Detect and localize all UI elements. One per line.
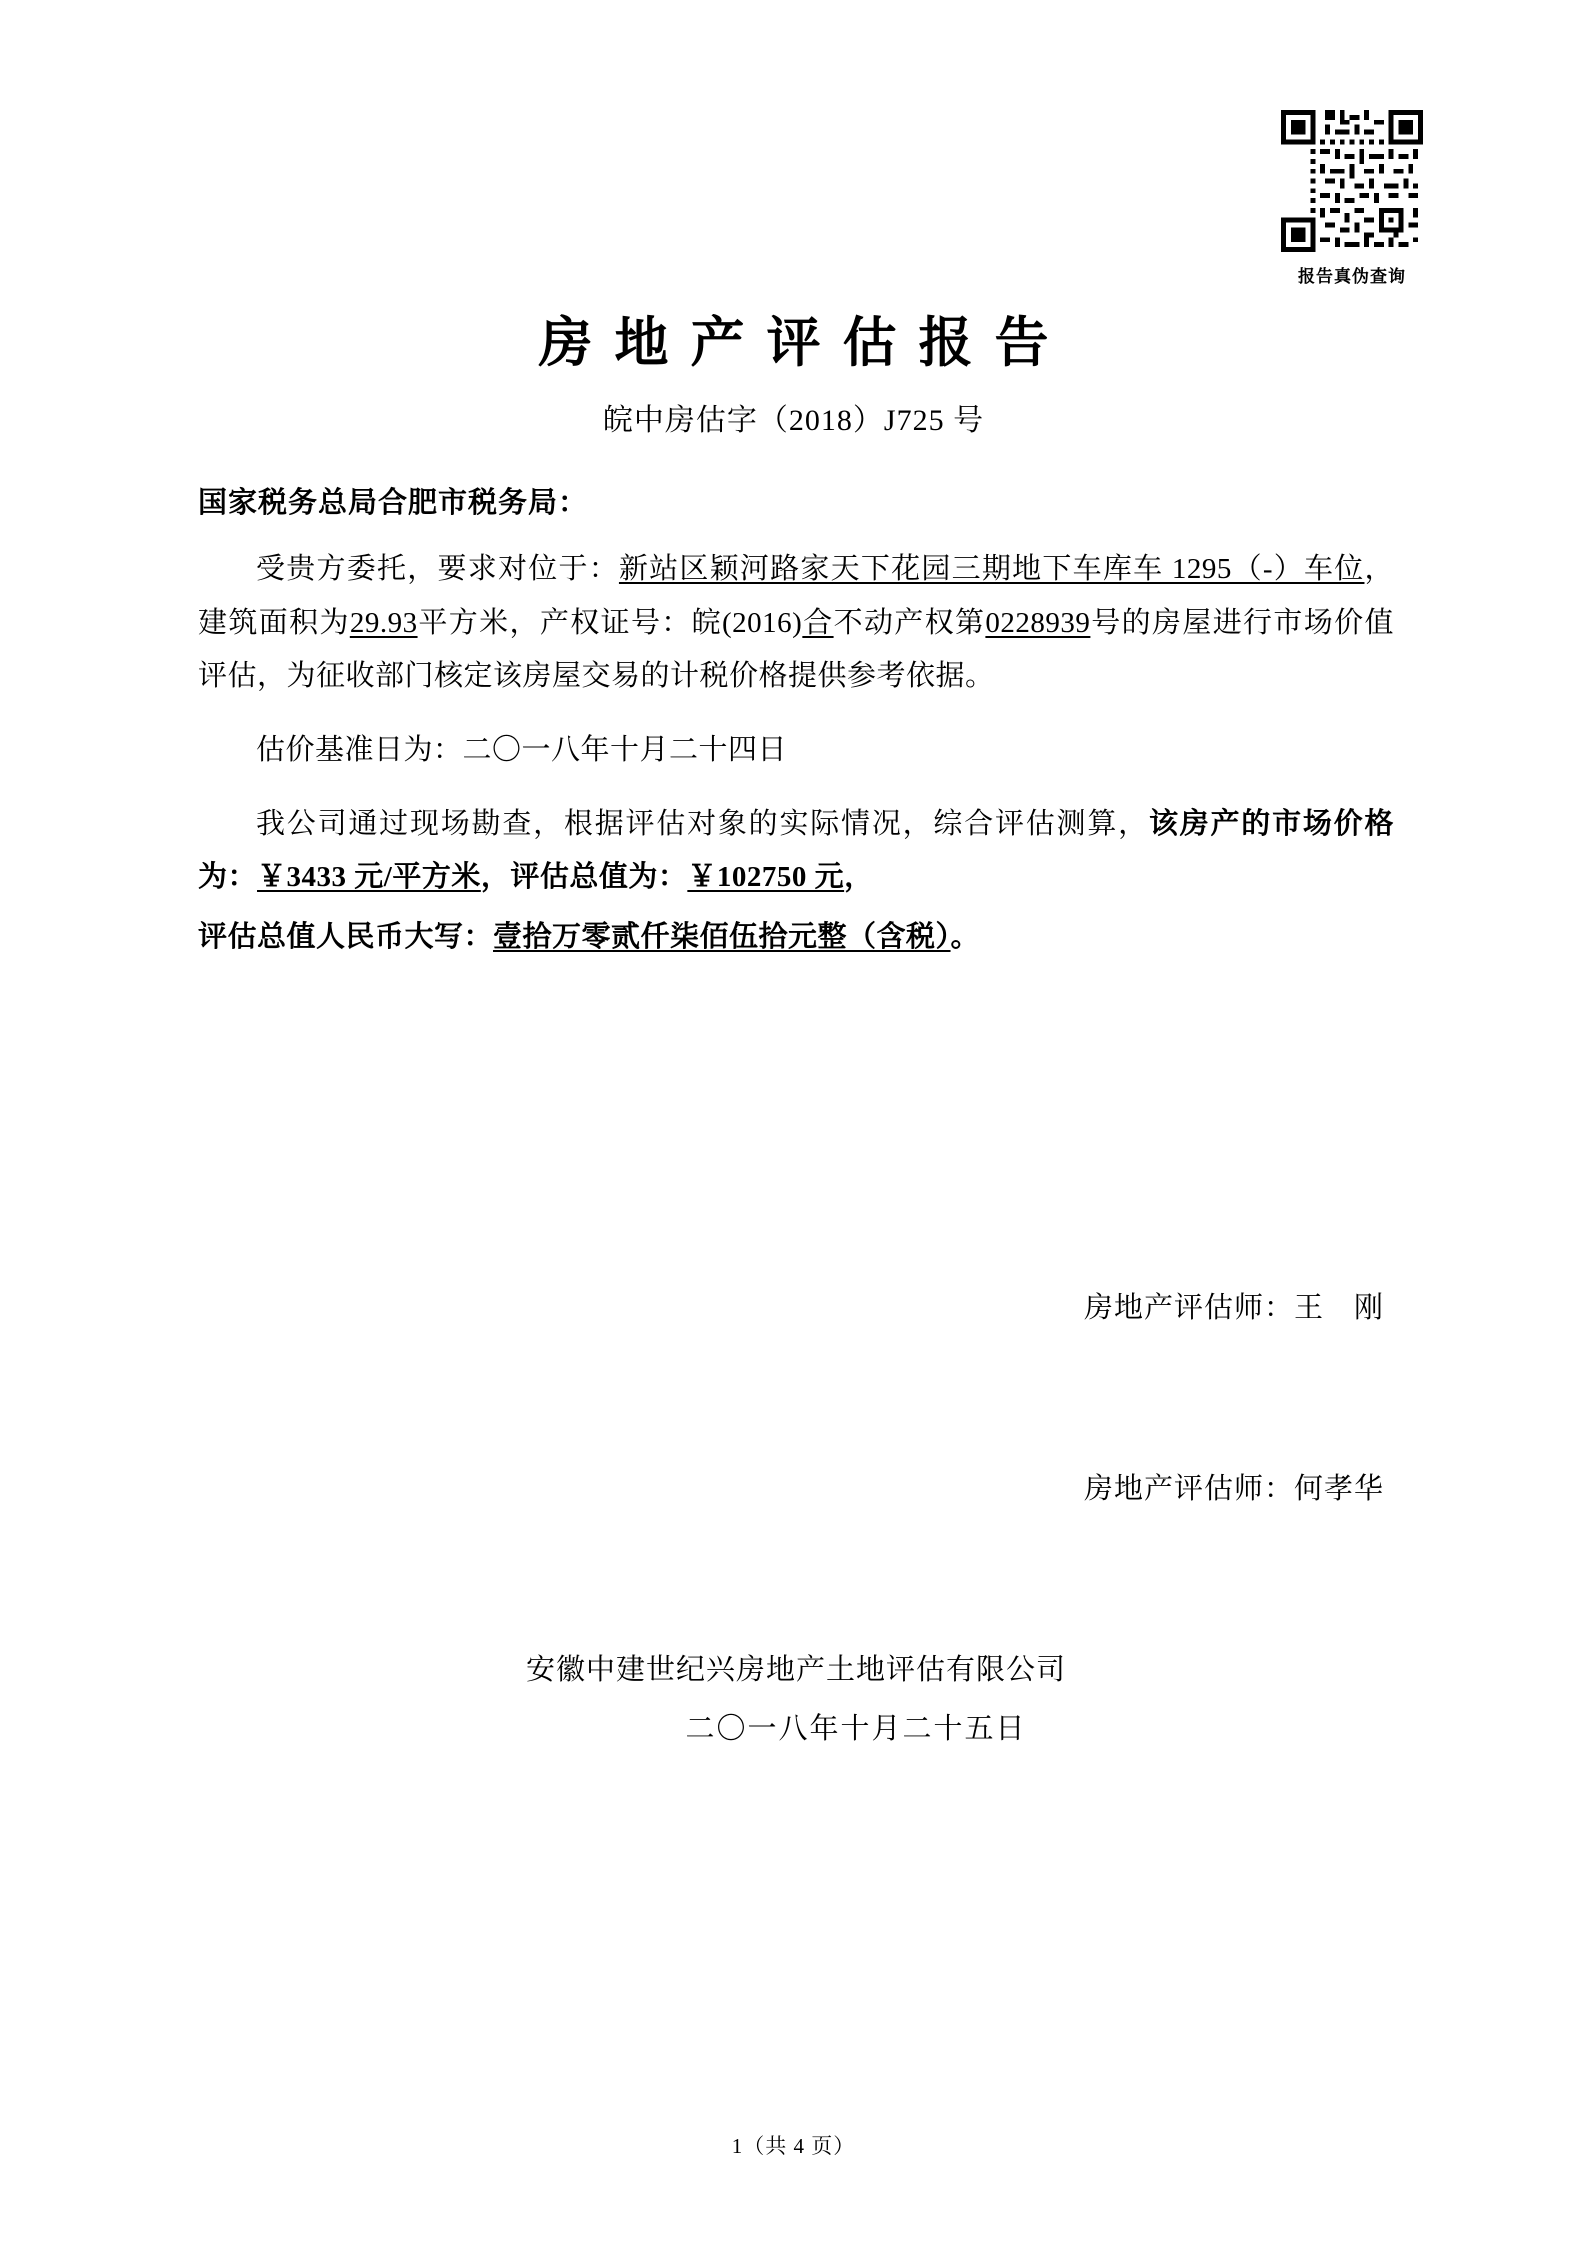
qr-caption: 报告真伪查询 (1298, 267, 1406, 286)
appraiser-name-2: 何孝华 (1293, 1473, 1384, 1505)
commission-lead: 受贵方委托，要求对位于： (256, 553, 619, 585)
appraiser-label-2: 房地产评估师： (1083, 1473, 1294, 1505)
result-tail: ， (844, 861, 874, 894)
commission-mid-2: 平方米，产权证号：皖(2016) (417, 606, 803, 639)
certificate-prefix: 合 (802, 606, 834, 639)
document-body (198, 480, 1394, 970)
appraiser-row-1 (198, 1285, 1394, 1326)
total-price-value: ￥102750 元 (687, 861, 845, 894)
report-number: 皖中房估字（2018）J725 号 (602, 404, 985, 437)
total-words-value: 壹拾万零贰仟柒佰伍拾元整（含税） (493, 920, 951, 953)
commission-mid-4: 号的房屋进行市场价值评估，为征收部门核定该房屋交易的计税价格提供参考依据。 (198, 606, 1394, 693)
appraiser-name-1: 王 刚 (1293, 1292, 1384, 1324)
qr-code-icon[interactable] (1281, 110, 1423, 252)
total-words-label: 评估总值人民币大写： (198, 920, 494, 953)
qr-verification-block (1267, 110, 1437, 287)
commission-mid-3: 不动产权第 (833, 606, 986, 639)
paragraph-result (198, 798, 1394, 905)
appraiser-label-1: 房地产评估师： (1083, 1292, 1294, 1324)
certificate-number: 0228939 (985, 606, 1091, 639)
page-footer: 1（共 4 页） (731, 2134, 856, 2158)
property-address: 新站区颖河路家天下花园三期地下车库车 1295（-）车位 (618, 553, 1365, 585)
total-price-label: ，评估总值为： (480, 861, 688, 894)
unit-price-value: ￥3433 元/平方米 (257, 861, 481, 894)
unit-price-label: 该房产的市场价格为： (198, 807, 1394, 894)
issue-date: 二〇一八年十月二十五日 (685, 1713, 1027, 1745)
total-words-tail: 。 (950, 920, 981, 953)
company-name: 安徽中建世纪兴房地产土地评估有限公司 (525, 1654, 1066, 1686)
paragraph-valuation-date: 估价基准日为：二〇一八年十月二十四日 (256, 733, 788, 766)
appraiser-row-2 (198, 1466, 1394, 1507)
building-area: 29.93 (349, 606, 418, 639)
recipient-line: 国家税务总局合肥市税务局： (198, 487, 589, 519)
paragraph-commission (198, 543, 1394, 704)
page-title: 房地产评估报告 (538, 313, 1071, 373)
commission-mid-1: ，建筑面积为 (198, 553, 1394, 639)
result-lead: 我公司通过现场勘查，根据评估对象的实际情况，综合评估测算， (256, 807, 1149, 840)
signature-block (198, 1285, 1394, 1747)
paragraph-total-in-words (198, 911, 1394, 965)
